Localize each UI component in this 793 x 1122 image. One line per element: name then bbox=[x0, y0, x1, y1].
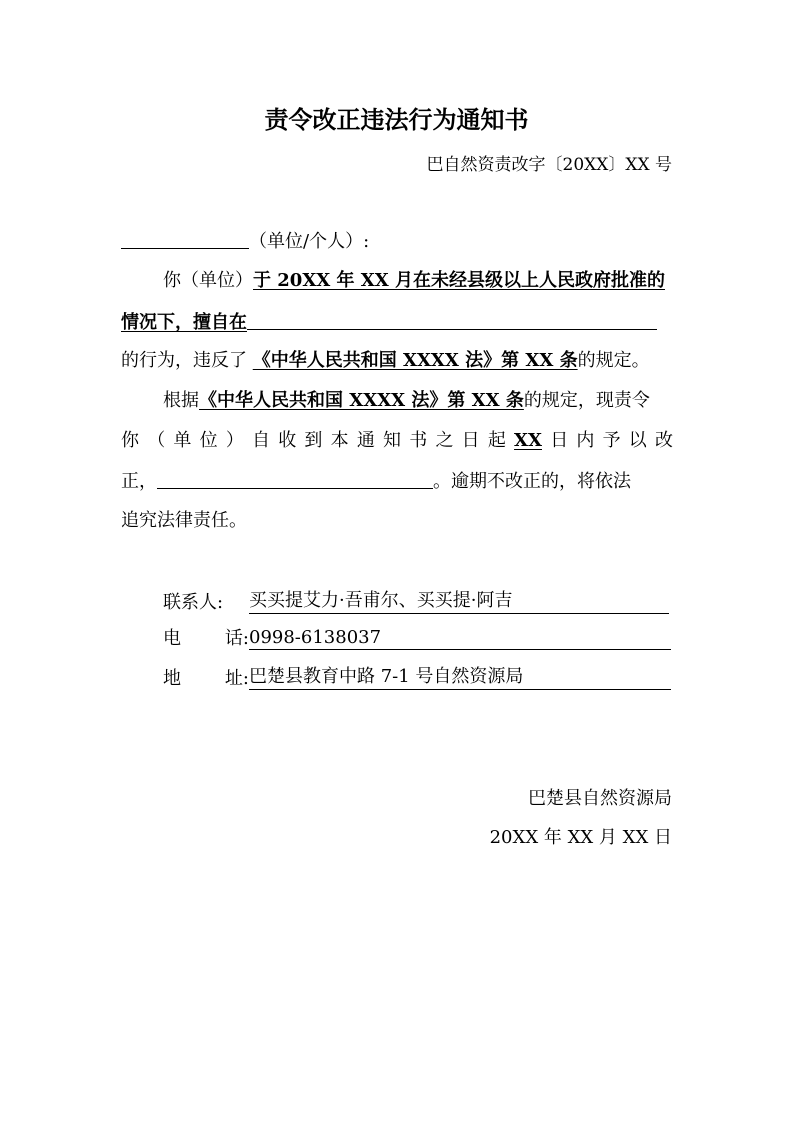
signature-date: 20XX 年 XX 月 XX 日 bbox=[489, 827, 672, 848]
correction-blank bbox=[157, 468, 433, 489]
char: 日 bbox=[461, 430, 480, 451]
contact-phone-row bbox=[163, 624, 671, 650]
p2-line-3 bbox=[121, 468, 631, 495]
char: （ bbox=[147, 430, 166, 451]
char: 通 bbox=[356, 430, 375, 451]
p1-cont-suffix: 的规定。 bbox=[577, 350, 650, 371]
contact-person-row bbox=[163, 586, 669, 614]
p1-line-1 bbox=[163, 268, 665, 294]
char: 书 bbox=[409, 430, 428, 451]
p2-line3-suffix: 。逾期不改正的，将依法 bbox=[433, 471, 631, 492]
char: 单 bbox=[173, 430, 192, 451]
p2-law-reference: 《中华人民共和国 XXXX 法》第 XX 条 bbox=[199, 390, 524, 411]
p1-bold-text-2: 情况下，擅自在 bbox=[121, 312, 247, 333]
address-label-a: 地 bbox=[163, 668, 181, 689]
p2-line3-prefix: 正， bbox=[121, 471, 157, 492]
char: 你 bbox=[121, 430, 139, 451]
char: 知 bbox=[383, 430, 402, 451]
contact-phone-value: 0998-6138037 bbox=[249, 627, 671, 650]
char: 到 bbox=[304, 430, 323, 451]
char: ） bbox=[225, 430, 244, 451]
p1-prefix: 你（单位） bbox=[163, 270, 253, 291]
p1-line-3 bbox=[121, 348, 650, 374]
p2-prefix: 根据 bbox=[163, 390, 199, 411]
p2-line-4: 追究法律责任。 bbox=[121, 510, 247, 531]
p1-line-2 bbox=[121, 309, 657, 336]
char: 予 bbox=[602, 430, 621, 451]
deadline-days: XX bbox=[514, 430, 542, 451]
p1-law-reference: 《中华人民共和国 XXXX 法》第 XX 条 bbox=[252, 350, 578, 371]
char: 改 bbox=[655, 430, 673, 451]
char: 本 bbox=[330, 430, 349, 451]
contact-address-label bbox=[163, 664, 249, 690]
contact-person-value: 买买提艾力·吾甫尔、买买提·阿吉 bbox=[249, 586, 669, 614]
p1-bold-text-1: 于 20XX 年 XX 月在未经县级以上人民政府批准的 bbox=[253, 270, 665, 291]
signature-organization: 巴楚县自然资源局 bbox=[528, 788, 672, 809]
char: 日 bbox=[550, 430, 569, 451]
page-title: 责令改正违法行为通知书 bbox=[264, 105, 529, 134]
char: 之 bbox=[435, 430, 454, 451]
p2-line-2 bbox=[121, 428, 673, 454]
char: 内 bbox=[576, 430, 595, 451]
address-label-b: 址: bbox=[224, 668, 249, 689]
char: 起 bbox=[487, 430, 506, 451]
char: 收 bbox=[278, 430, 297, 451]
char: 以 bbox=[628, 430, 647, 451]
phone-label-b: 话: bbox=[224, 628, 249, 649]
salutation bbox=[121, 228, 369, 255]
p2-line-1 bbox=[163, 388, 650, 414]
contact-phone-label bbox=[163, 624, 249, 650]
p1-cont-prefix: 的行为，违反了 bbox=[121, 350, 253, 371]
phone-label-a: 电 bbox=[163, 628, 181, 649]
document-number: 巴自然资责改字〔20XX〕XX 号 bbox=[426, 155, 672, 175]
recipient-blank bbox=[121, 228, 249, 249]
contact-address-value: 巴楚县教育中路 7-1 号自然资源局 bbox=[249, 662, 671, 690]
contact-address-row bbox=[163, 662, 671, 690]
location-blank bbox=[247, 309, 657, 330]
p2-suffix: 的规定，现责令 bbox=[523, 390, 650, 411]
contact-person-label: 联系人: bbox=[163, 592, 224, 613]
char: 自 bbox=[252, 430, 271, 451]
char: 位 bbox=[199, 430, 218, 451]
salutation-suffix: （单位/个人）: bbox=[249, 231, 370, 252]
